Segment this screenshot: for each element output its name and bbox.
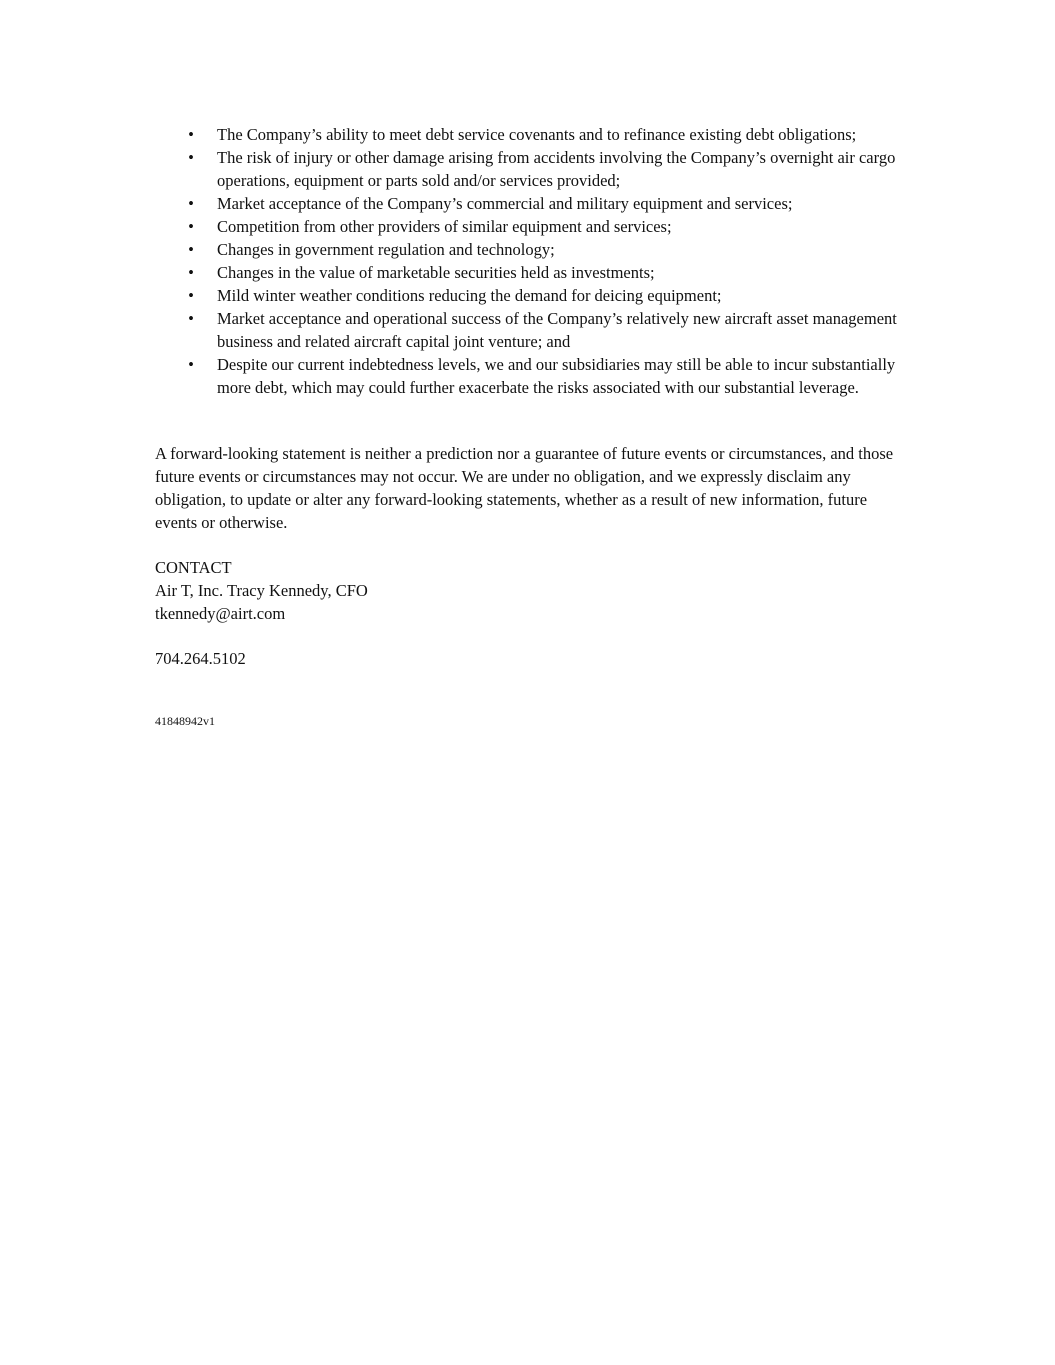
list-item-text: Changes in the value of marketable securities held as investments;: [217, 263, 655, 282]
list-item: [155, 284, 905, 307]
list-item: [155, 353, 905, 399]
list-item-text: The Company’s ability to meet debt service covenants and to refinance existing debt obligations;: [217, 125, 857, 144]
bullet-icon: •: [188, 240, 194, 259]
contact-name: Air T, Inc. Tracy Kennedy, CFO: [155, 581, 368, 600]
list-item-text: Market acceptance of the Company’s commercial and military equipment and services;: [217, 194, 793, 213]
list-item: [155, 307, 905, 353]
document-id: 41848942v1: [155, 714, 215, 728]
list-item: [155, 192, 905, 215]
list-item-text: The risk of injury or other damage arising from accidents involving the Company’s overnight air cargo operations, equipment or parts sold and/or services provided;: [217, 148, 896, 190]
bullet-icon: •: [188, 125, 194, 144]
list-item: [155, 146, 905, 192]
contact-phone: 704.264.5102: [155, 649, 246, 668]
bullet-icon: •: [188, 148, 194, 167]
bullet-icon: •: [188, 263, 194, 282]
list-item-text: Competition from other providers of similar equipment and services;: [217, 217, 672, 236]
list-item-text: Changes in government regulation and technology;: [217, 240, 555, 259]
risk-factor-list: [155, 123, 905, 399]
list-item: [155, 215, 905, 238]
contact-block: [155, 556, 655, 625]
list-item: [155, 238, 905, 261]
list-item: [155, 261, 905, 284]
bullet-icon: •: [188, 355, 194, 374]
bullet-icon: •: [188, 217, 194, 236]
list-item-text: Market acceptance and operational success of the Company’s relatively new aircraft asset management business and related aircraft capital joint venture; and: [217, 309, 897, 351]
contact-email: tkennedy@airt.com: [155, 604, 286, 623]
list-item: [155, 123, 905, 146]
contact-heading: CONTACT: [155, 558, 232, 577]
bullet-icon: •: [188, 309, 194, 328]
bullet-icon: •: [188, 286, 194, 305]
list-item-text: Despite our current indebtedness levels, we and our subsidiaries may still be able to incur substantially more debt, which may could further exacerbate the risks associated with our substantial leverage.: [217, 355, 896, 397]
forward-looking-disclaimer: A forward-looking statement is neither a prediction nor a guarantee of future events or circumstances, and those future events or circumstances may not occur. We are under no obligation, and we expressly disclaim any obligation, to update or alter any forward-looking statements, whether as a result of new information, future events or otherwise.: [155, 444, 894, 532]
list-item-text: Mild winter weather conditions reducing the demand for deicing equipment;: [217, 286, 722, 305]
bullet-icon: •: [188, 194, 194, 213]
